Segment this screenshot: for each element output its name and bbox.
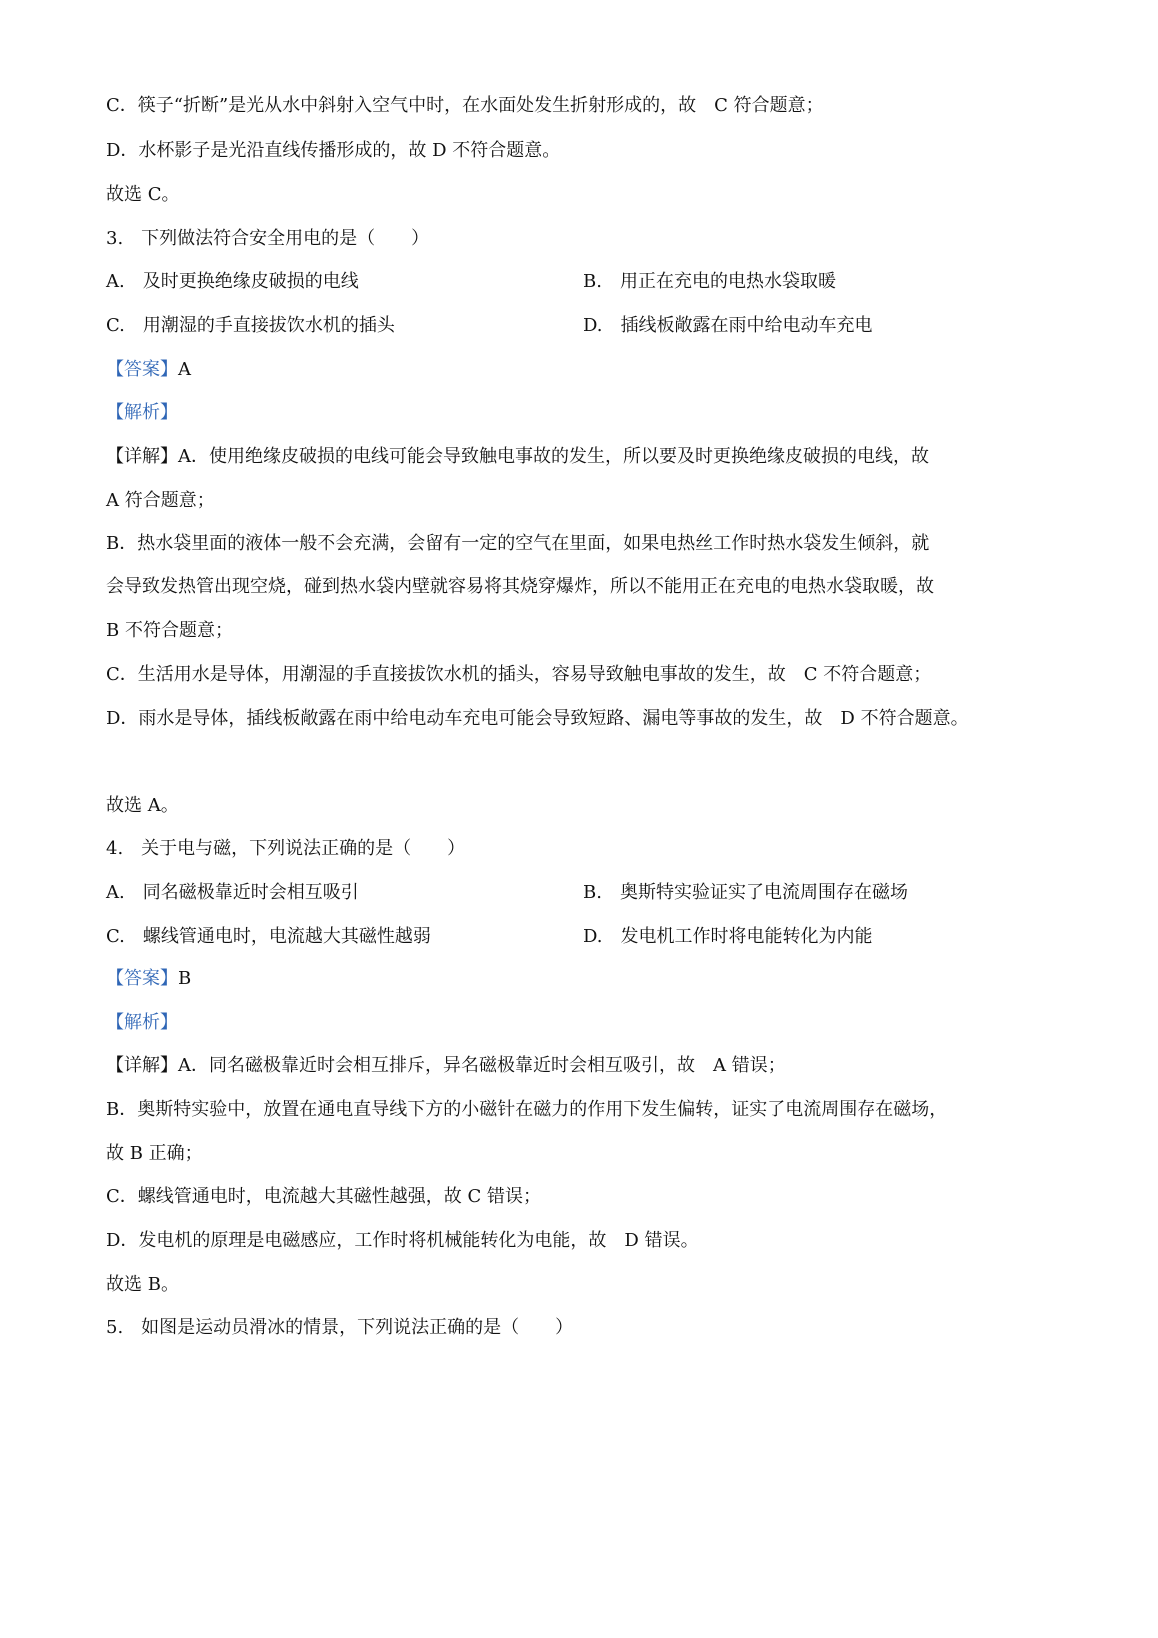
question3-detail-line: 会导致发热管出现空烧，碰到热水袋内壁就容易将其烧穿爆炸，所以不能用正在充电的电热水袋取暖，故 — [106, 576, 934, 597]
question4-detail-line: B．奥斯特实验中，放置在通电直导线下方的小磁针在磁力的作用下发生偏转，证实了电流周围存在磁场， — [106, 1099, 948, 1120]
question4-option-b: B. 奥斯特实验证实了电流周围存在磁场 — [583, 882, 908, 903]
question4-option-a: A. 同名磁极靠近时会相互吸引 — [106, 882, 359, 903]
question3-option-a: A. 及时更换绝缘皮破损的电线 — [106, 271, 359, 292]
prev-analysis-d-line: D．水杯影子是光沿直线传播形成的，故 D 不符合题意。 — [106, 140, 561, 161]
question5-stem: 5. 如图是运动员滑冰的情景，下列说法正确的是（ ） — [106, 1317, 574, 1338]
question4-detail-line: 【详解】A．同名磁极靠近时会相互排斥，异名磁极靠近时会相互吸引，故 A 错误； — [106, 1055, 786, 1076]
question3-answer-row — [106, 357, 191, 383]
question3-detail-line: B．热水袋里面的液体一般不会充满，会留有一定的空气在里面，如果电热丝工作时热水袋发生倾斜，就 — [106, 533, 930, 554]
question4-detail-line: D．发电机的原理是电磁感应，工作时将机械能转化为电能，故 D 错误。 — [106, 1230, 699, 1251]
question3-detail-line: 【详解】A．使用绝缘皮破损的电线可能会导致触电事故的发生，所以要及时更换绝缘皮破损的电线，故 — [106, 446, 929, 467]
question4-detail-line: C．螺线管通电时，电流越大其磁性越强，故 C 错误； — [106, 1186, 541, 1207]
question4-detail-line: 故 B 正确； — [106, 1143, 203, 1164]
question4-conclusion: 故选 B。 — [106, 1274, 179, 1295]
question3-option-c: C. 用潮湿的手直接拔饮水机的插头 — [106, 315, 395, 336]
question3-detail-line: A 符合题意； — [106, 490, 215, 511]
question3-detail-line: D．雨水是导体，插线板敞露在雨中给电动车充电可能会导致短路、漏电等事故的发生，故 D 不符合题意。 — [106, 708, 969, 729]
question4-answer-row — [106, 966, 191, 992]
question3-option-d: D. 插线板敞露在雨中给电动车充电 — [583, 315, 873, 336]
prev-conclusion: 故选 C。 — [106, 184, 180, 205]
answer-tag: 【答案】 — [106, 968, 178, 989]
question4-option-d: D. 发电机工作时将电能转化为内能 — [583, 926, 873, 947]
question3-detail-line: C．生活用水是导体，用潮湿的手直接拔饮水机的插头，容易导致触电事故的发生，故 C 不符合题意； — [106, 664, 932, 685]
question3-conclusion: 故选 A。 — [106, 795, 179, 816]
question4-analysis-tag: 【解析】 — [106, 1012, 178, 1033]
question4-option-c: C. 螺线管通电时，电流越大其磁性越弱 — [106, 926, 431, 947]
question3-detail-line: B 不符合题意； — [106, 620, 233, 641]
question4-answer: B — [178, 968, 192, 989]
answer-tag: 【答案】 — [106, 359, 178, 380]
question3-analysis-tag: 【解析】 — [106, 402, 178, 423]
question3-answer: A — [178, 359, 191, 380]
question4-stem: 4. 关于电与磁，下列说法正确的是（ ） — [106, 838, 466, 859]
prev-analysis-c-line: C．筷子“折断”是光从水中斜射入空气中时，在水面处发生折射形成的，故 C 符合题意； — [106, 95, 824, 116]
question3-option-b: B. 用正在充电的电热水袋取暖 — [583, 271, 836, 292]
question3-stem: 3. 下列做法符合安全用电的是（ ） — [106, 228, 430, 249]
